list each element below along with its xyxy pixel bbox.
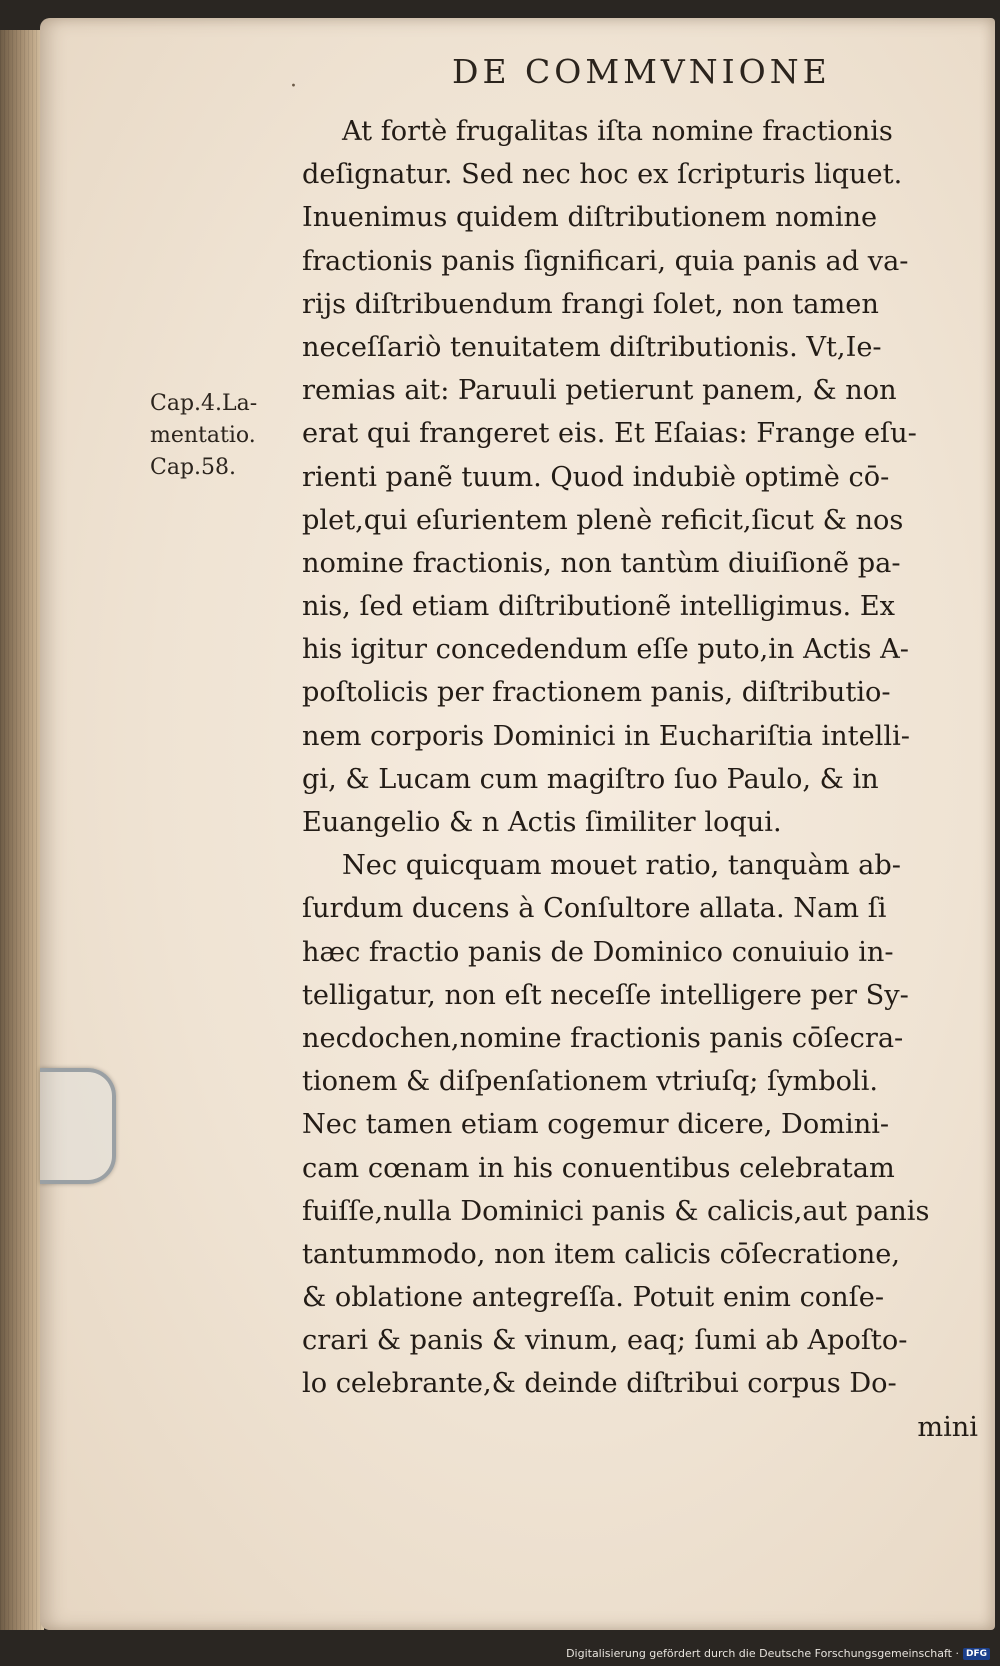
text-line: fractionis panis ſignificari, quia panis ad va-: [302, 245, 909, 277]
text-line: his igitur concedendum eſſe puto,in Actis A-: [302, 634, 909, 666]
text-line: Nec tamen etiam cogemur dicere, Domini-: [302, 1109, 890, 1141]
margin-note: Cap.4.La-: [150, 391, 258, 416]
text-line: Euangelio & n Actis ſimiliter loqui.: [302, 807, 782, 838]
page-mark: ·: [290, 74, 297, 99]
text-line: rienti panẽ tuum. Quod indubiè optimè cō-: [302, 461, 890, 493]
text-line: nem corporis Dominici in Euchariſtia intelli-: [302, 720, 910, 752]
digitization-credit: [566, 1647, 990, 1660]
text-line: fuiſſe,nulla Dominici panis & calicis,aut panis: [302, 1195, 930, 1227]
text-line: tantummodo, non item calicis cōſecratione,: [302, 1238, 900, 1270]
margin-note: mentatio.: [150, 423, 256, 448]
body-text: [302, 110, 992, 1449]
text-line: cam cœnam in his conuentibus celebratam: [302, 1152, 895, 1184]
text-line: telligatur, non eſt neceſſe intelligere per Sy-: [302, 979, 909, 1011]
dfg-logo: DFG: [963, 1648, 990, 1660]
text-line: ſurdum ducens à Conſultore allata. Nam ſi: [302, 893, 887, 925]
text-line: poſtolicis per fractionem panis, diſtributio-: [302, 677, 891, 709]
text-line: neceſſariò tenuitatem diſtributionis. Vt,Ie-: [302, 331, 882, 363]
text-line: lo celebrante,& deinde diſtribui corpus Do-: [302, 1368, 897, 1400]
text-line: rijs diſtribuendum frangi ſolet, non tamen: [302, 288, 879, 320]
text-line: gi, & Lucam cum magiſtro ſuo Paulo, & in: [302, 763, 879, 795]
text-line: tionem & diſpenſationem vtriuſq; ſymboli.: [302, 1066, 879, 1098]
text-line: remias ait: Paruuli petierunt panem, & non: [302, 375, 897, 407]
text-line: necdochen,nomine fractionis panis cōſecra-: [302, 1022, 904, 1054]
text-line: nis, ſed etiam diſtributionẽ intelligimus. Ex: [302, 591, 896, 623]
text-line: deſignatur. Sed nec hoc ex ſcripturis liquet.: [302, 159, 903, 191]
text-line: hæc fractio panis de Dominico conuiuio in-: [302, 936, 894, 968]
running-header: DE COMMVNIONE: [452, 52, 831, 91]
text-line: nomine fractionis, non tantùm diuiſionẽ pa-: [302, 547, 901, 579]
page-clip: [40, 1068, 116, 1184]
text-line: At fortè frugalitas iſta nomine fractionis: [342, 116, 893, 147]
margin-notes: [150, 388, 300, 484]
credit-text: Digitalisierung gefördert durch die Deutsche Forschungsgemeinschaft ·: [566, 1647, 959, 1660]
margin-note: Cap.58.: [150, 455, 237, 480]
text-line: erat qui frangeret eis. Et Eſaias: Frange eſu-: [302, 418, 917, 450]
text-line: Inuenimus quidem diſtributionem nomine: [302, 202, 878, 234]
text-line: & oblatione antegreſſa. Potuit enim conſe-: [302, 1282, 885, 1314]
text-line: Nec quicquam mouet ratio, tanquàm ab-: [342, 850, 901, 882]
text-line: crari & panis & vinum, eaq; ſumi ab Apoſto-: [302, 1325, 908, 1357]
text-line: plet,qui eſurientem plenè reficit,ſicut & nos: [302, 504, 904, 536]
book-fore-edge: [0, 30, 44, 1630]
catchword: mini: [917, 1411, 978, 1443]
